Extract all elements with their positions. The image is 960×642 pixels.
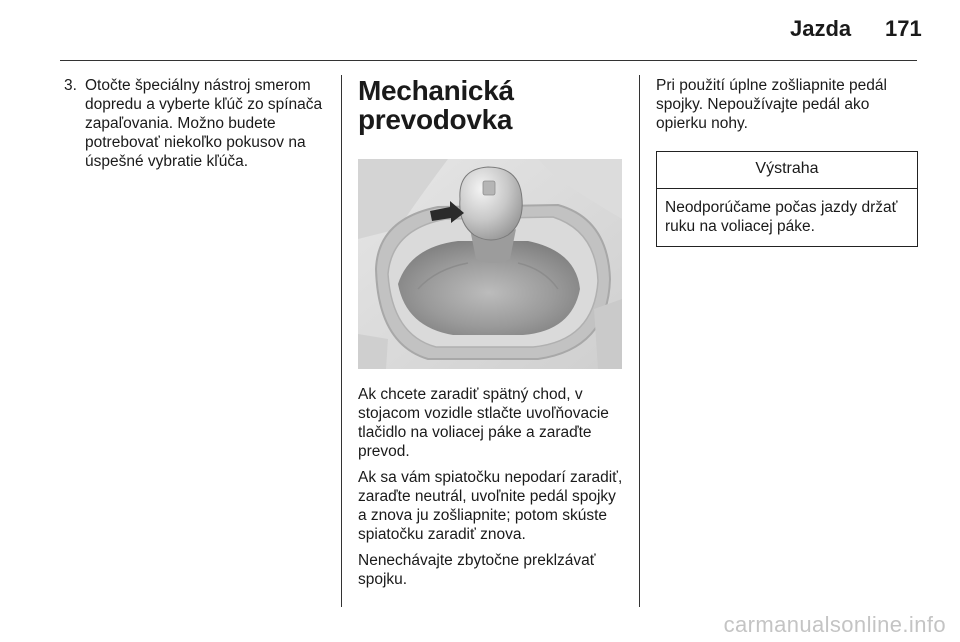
paragraph: Ak sa vám spiatočku nepodarí zaradiť, zaraďte neutrál, uvoľnite pedál spojky a znova ju zošliapnite; potom skúste spiatočku zaradiť znova. bbox=[358, 469, 623, 543]
section-title-line-1: Mechanická bbox=[358, 75, 514, 106]
header-rule bbox=[60, 60, 917, 61]
column-2 bbox=[358, 76, 623, 589]
step-text: Otočte špeciálny nástroj smerom dopredu a vyberte kľúč zo spínača zapaľovania. Možno budete potrebovať niekoľko pokusov na úspešné vybratie kľúča. bbox=[85, 77, 323, 170]
paragraph: Nenechávajte zbytočne preklzávať spojku. bbox=[358, 552, 596, 588]
warning-box bbox=[656, 151, 918, 247]
column-1 bbox=[64, 76, 334, 171]
numbered-step bbox=[64, 76, 334, 171]
gear-shift-lever-illustration bbox=[358, 159, 622, 369]
warning-text: Neodporúčame počas jazdy držať ruku na voliacej páke. bbox=[665, 199, 898, 235]
column-divider-1 bbox=[341, 75, 342, 607]
warning-title: Výstraha bbox=[755, 160, 819, 177]
intro-paragraph: Pri použití úplne zošliapnite pedál spojky. Nepoužívajte pedál ako opierku nohy. bbox=[656, 77, 887, 132]
section-title bbox=[358, 76, 623, 134]
page-number: 171 bbox=[885, 16, 922, 41]
watermark: carmanualsonline.info bbox=[723, 612, 946, 637]
paragraph: Ak chcete zaradiť spätný chod, v stojacom vozidle stlačte uvoľňovacie tlačidlo na voliacej páke a zaraďte prevod. bbox=[358, 386, 609, 460]
step-number: 3. bbox=[64, 77, 77, 94]
section-title-line-2: prevodovka bbox=[358, 104, 513, 135]
column-3 bbox=[656, 76, 918, 247]
column-divider-2 bbox=[639, 75, 640, 607]
running-header-section: Jazda bbox=[790, 16, 852, 41]
